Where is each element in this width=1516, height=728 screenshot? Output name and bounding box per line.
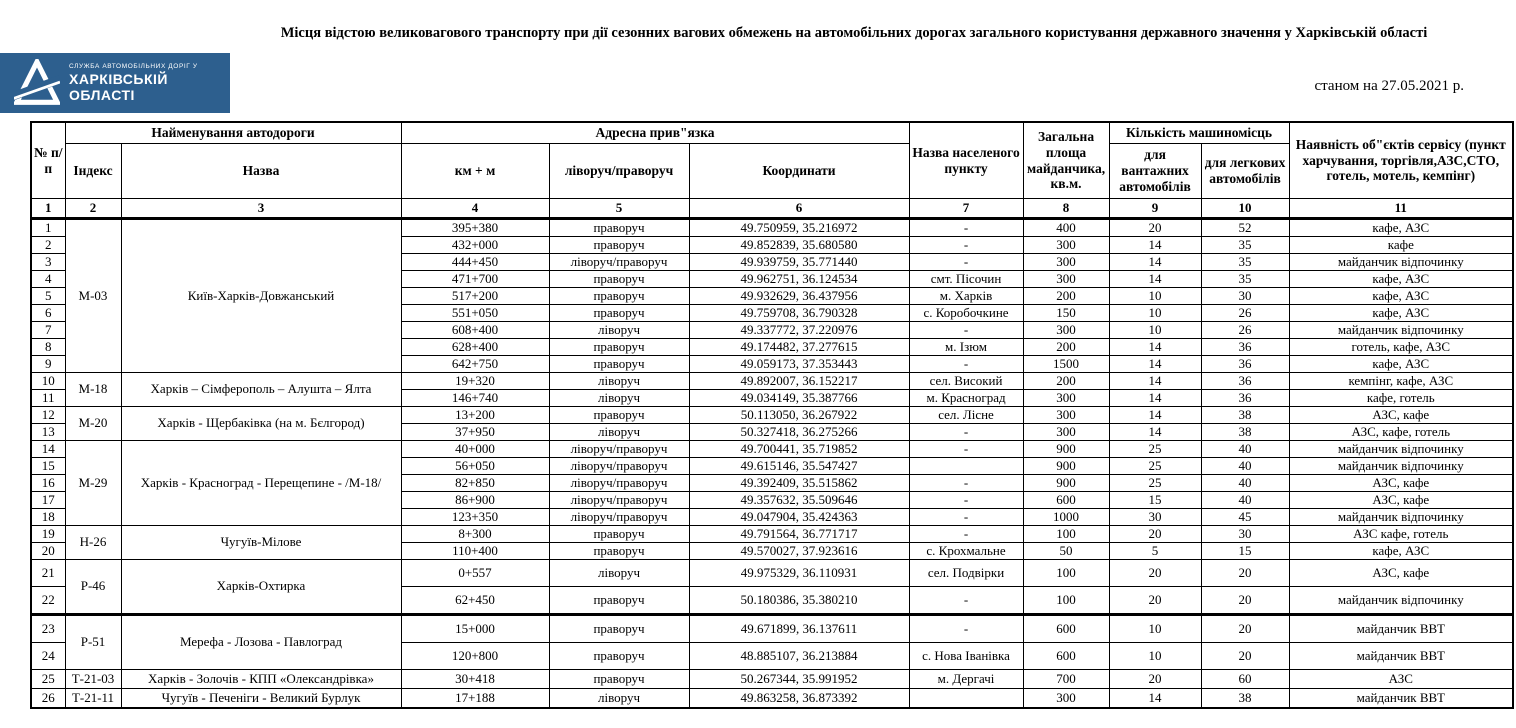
km-cell: 628+400 bbox=[401, 339, 549, 356]
column-number: 3 bbox=[121, 199, 401, 219]
km-cell: 13+200 bbox=[401, 407, 549, 424]
header-row-groups bbox=[31, 122, 1513, 144]
settlement-cell: с. Коробочкине bbox=[909, 305, 1023, 322]
km-cell: 62+450 bbox=[401, 587, 549, 615]
service-cell: майданчик відпочинку bbox=[1289, 458, 1513, 475]
side-cell: ліворуч/праворуч bbox=[549, 254, 689, 271]
coords-cell: 49.852839, 35.680580 bbox=[689, 237, 909, 254]
service-cell: кафе, АЗС bbox=[1289, 288, 1513, 305]
row-num-cell: 19 bbox=[31, 526, 65, 543]
km-cell: 19+320 bbox=[401, 373, 549, 390]
parking-table-container bbox=[30, 121, 1514, 709]
side-cell: ліворуч/праворуч bbox=[549, 441, 689, 458]
service-cell: АЗС, кафе bbox=[1289, 560, 1513, 587]
cars-cell: 45 bbox=[1201, 509, 1289, 526]
cars-cell: 26 bbox=[1201, 305, 1289, 322]
table-row bbox=[31, 670, 1513, 689]
settlement-cell: - bbox=[909, 254, 1023, 271]
row-num-cell: 9 bbox=[31, 356, 65, 373]
column-number: 7 bbox=[909, 199, 1023, 219]
settlement-cell: с. Нова Іванівка bbox=[909, 643, 1023, 670]
table-row bbox=[31, 689, 1513, 709]
service-cell: кемпінг, кафе, АЗС bbox=[1289, 373, 1513, 390]
col-header-road-group: Найменування автодороги bbox=[65, 122, 401, 144]
row-num-cell: 14 bbox=[31, 441, 65, 458]
settlement-cell: - bbox=[909, 615, 1023, 643]
area-cell: 100 bbox=[1023, 560, 1109, 587]
settlement-cell: - bbox=[909, 237, 1023, 254]
col-header-index: Індекс bbox=[65, 144, 121, 199]
col-header-area: Загальна площа майданчика, кв.м. bbox=[1023, 122, 1109, 199]
row-num-cell: 16 bbox=[31, 475, 65, 492]
row-num-cell: 12 bbox=[31, 407, 65, 424]
side-cell: ліворуч bbox=[549, 689, 689, 709]
table-row bbox=[31, 526, 1513, 543]
area-cell: 1500 bbox=[1023, 356, 1109, 373]
row-num-cell: 20 bbox=[31, 543, 65, 560]
road-index-cell: Т-21-03 bbox=[65, 670, 121, 689]
coords-cell: 50.267344, 35.991952 bbox=[689, 670, 909, 689]
trucks-cell: 14 bbox=[1109, 407, 1201, 424]
area-cell: 300 bbox=[1023, 390, 1109, 407]
col-header-settlement: Назва населеного пункту bbox=[909, 122, 1023, 199]
settlement-cell: м. Дергачі bbox=[909, 670, 1023, 689]
cars-cell: 38 bbox=[1201, 424, 1289, 441]
km-cell: 110+400 bbox=[401, 543, 549, 560]
coords-cell: 49.615146, 35.547427 bbox=[689, 458, 909, 475]
settlement-cell: м. Ізюм bbox=[909, 339, 1023, 356]
side-cell: ліворуч/праворуч bbox=[549, 475, 689, 492]
area-cell: 400 bbox=[1023, 219, 1109, 237]
settlement-cell: с. Крохмальне bbox=[909, 543, 1023, 560]
coords-cell: 49.392409, 35.515862 bbox=[689, 475, 909, 492]
area-cell: 900 bbox=[1023, 441, 1109, 458]
coords-cell: 49.892007, 36.152217 bbox=[689, 373, 909, 390]
road-index-cell: М-20 bbox=[65, 407, 121, 441]
road-index-cell: Н-26 bbox=[65, 526, 121, 560]
coords-cell: 49.962751, 36.124534 bbox=[689, 271, 909, 288]
area-cell: 700 bbox=[1023, 670, 1109, 689]
side-cell: праворуч bbox=[549, 219, 689, 237]
row-num-cell: 18 bbox=[31, 509, 65, 526]
col-header-km: км + м bbox=[401, 144, 549, 199]
coords-cell: 49.174482, 37.277615 bbox=[689, 339, 909, 356]
settlement-cell: - bbox=[909, 424, 1023, 441]
settlement-cell: - bbox=[909, 526, 1023, 543]
row-num-cell: 26 bbox=[31, 689, 65, 709]
km-cell: 40+000 bbox=[401, 441, 549, 458]
row-num-cell: 6 bbox=[31, 305, 65, 322]
road-name-cell: Мерефа - Лозова - Павлоград bbox=[121, 615, 401, 670]
trucks-cell: 5 bbox=[1109, 543, 1201, 560]
logo-region-line1: ХАРКІВСЬКІЙ bbox=[69, 71, 168, 88]
cars-cell: 36 bbox=[1201, 390, 1289, 407]
settlement-cell: - bbox=[909, 492, 1023, 509]
trucks-cell: 14 bbox=[1109, 689, 1201, 709]
service-cell: майданчик ВВТ bbox=[1289, 643, 1513, 670]
column-number: 1 bbox=[31, 199, 65, 219]
table-row bbox=[31, 219, 1513, 237]
as-of-date: станом на 27.05.2021 р. bbox=[1314, 78, 1464, 94]
service-cell: майданчик відпочинку bbox=[1289, 322, 1513, 339]
side-cell: праворуч bbox=[549, 356, 689, 373]
service-cell: АЗС кафе, готель bbox=[1289, 526, 1513, 543]
side-cell: праворуч bbox=[549, 305, 689, 322]
page-title: Місця відстою великовагового транспорту при дії сезонних вагових обмежень на автомобільних дорогах загального користування державного значення у Харківській області bbox=[280, 25, 1428, 41]
area-cell: 50 bbox=[1023, 543, 1109, 560]
cars-cell: 20 bbox=[1201, 560, 1289, 587]
area-cell: 900 bbox=[1023, 475, 1109, 492]
service-cell: майданчик відпочинку bbox=[1289, 441, 1513, 458]
side-cell: ліворуч/праворуч bbox=[549, 458, 689, 475]
side-cell: ліворуч bbox=[549, 560, 689, 587]
area-cell: 200 bbox=[1023, 288, 1109, 305]
column-numbers-row bbox=[31, 199, 1513, 219]
side-cell: праворуч bbox=[549, 615, 689, 643]
col-header-side: ліворуч/праворуч bbox=[549, 144, 689, 199]
area-cell: 300 bbox=[1023, 322, 1109, 339]
parking-places-table bbox=[30, 121, 1514, 709]
service-cell: майданчик відпочинку bbox=[1289, 587, 1513, 615]
km-cell: 8+300 bbox=[401, 526, 549, 543]
col-header-capacity-group: Кількість машиномісць bbox=[1109, 122, 1289, 144]
road-name-cell: Харків-Охтирка bbox=[121, 560, 401, 615]
cars-cell: 40 bbox=[1201, 475, 1289, 492]
area-cell: 100 bbox=[1023, 587, 1109, 615]
settlement-cell: сел. Високий bbox=[909, 373, 1023, 390]
trucks-cell: 25 bbox=[1109, 441, 1201, 458]
settlement-cell: сел. Подвірки bbox=[909, 560, 1023, 587]
area-cell: 300 bbox=[1023, 689, 1109, 709]
km-cell: 37+950 bbox=[401, 424, 549, 441]
settlement-cell bbox=[909, 689, 1023, 709]
column-number: 5 bbox=[549, 199, 689, 219]
trucks-cell: 14 bbox=[1109, 373, 1201, 390]
col-header-coords: Координати bbox=[689, 144, 909, 199]
coords-cell: 48.885107, 36.213884 bbox=[689, 643, 909, 670]
area-cell: 300 bbox=[1023, 237, 1109, 254]
road-name-cell: Чугуїв-Мілове bbox=[121, 526, 401, 560]
service-cell: майданчик відпочинку bbox=[1289, 254, 1513, 271]
road-service-logo-icon bbox=[14, 59, 60, 107]
service-cell: майданчик відпочинку bbox=[1289, 509, 1513, 526]
coords-cell: 49.975329, 36.110931 bbox=[689, 560, 909, 587]
km-cell: 642+750 bbox=[401, 356, 549, 373]
area-cell: 600 bbox=[1023, 492, 1109, 509]
coords-cell: 49.939759, 35.771440 bbox=[689, 254, 909, 271]
table-row bbox=[31, 560, 1513, 587]
column-number: 6 bbox=[689, 199, 909, 219]
settlement-cell: м. Красноград bbox=[909, 390, 1023, 407]
service-cell: АЗС bbox=[1289, 670, 1513, 689]
road-name-cell: Чугуїв - Печеніги - Великий Бурлук bbox=[121, 689, 401, 709]
km-cell: 82+850 bbox=[401, 475, 549, 492]
trucks-cell: 15 bbox=[1109, 492, 1201, 509]
column-number: 11 bbox=[1289, 199, 1513, 219]
service-cell: АЗС, кафе bbox=[1289, 475, 1513, 492]
logo-region-line2: ОБЛАСТІ bbox=[69, 86, 135, 103]
column-number: 2 bbox=[65, 199, 121, 219]
column-number: 8 bbox=[1023, 199, 1109, 219]
service-cell: кафе, АЗС bbox=[1289, 356, 1513, 373]
coords-cell: 50.113050, 36.267922 bbox=[689, 407, 909, 424]
table-row bbox=[31, 441, 1513, 458]
km-cell: 120+800 bbox=[401, 643, 549, 670]
trucks-cell: 25 bbox=[1109, 458, 1201, 475]
row-num-cell: 10 bbox=[31, 373, 65, 390]
row-num-cell: 11 bbox=[31, 390, 65, 407]
service-cell: готель, кафе, АЗС bbox=[1289, 339, 1513, 356]
side-cell: ліворуч bbox=[549, 322, 689, 339]
km-cell: 432+000 bbox=[401, 237, 549, 254]
settlement-cell: - bbox=[909, 441, 1023, 458]
col-header-cars: для легкових автомобілів bbox=[1201, 144, 1289, 199]
cars-cell: 52 bbox=[1201, 219, 1289, 237]
trucks-cell: 20 bbox=[1109, 219, 1201, 237]
side-cell: праворуч bbox=[549, 288, 689, 305]
cars-cell: 30 bbox=[1201, 288, 1289, 305]
settlement-cell: - bbox=[909, 356, 1023, 373]
area-cell: 200 bbox=[1023, 373, 1109, 390]
area-cell: 300 bbox=[1023, 271, 1109, 288]
km-cell: 86+900 bbox=[401, 492, 549, 509]
settlement-cell bbox=[909, 458, 1023, 475]
side-cell: праворуч bbox=[549, 543, 689, 560]
settlement-cell: - bbox=[909, 219, 1023, 237]
cars-cell: 36 bbox=[1201, 356, 1289, 373]
side-cell: праворуч bbox=[549, 587, 689, 615]
trucks-cell: 10 bbox=[1109, 643, 1201, 670]
row-num-cell: 13 bbox=[31, 424, 65, 441]
service-cell: АЗС, кафе bbox=[1289, 492, 1513, 509]
km-cell: 30+418 bbox=[401, 670, 549, 689]
coords-cell: 49.700441, 35.719852 bbox=[689, 441, 909, 458]
col-header-trucks: для вантажних автомобілів bbox=[1109, 144, 1201, 199]
area-cell: 300 bbox=[1023, 407, 1109, 424]
service-cell: кафе, АЗС bbox=[1289, 543, 1513, 560]
trucks-cell: 14 bbox=[1109, 424, 1201, 441]
organization-logo bbox=[0, 53, 230, 113]
road-name-cell: Київ-Харків-Довжанський bbox=[121, 219, 401, 373]
coords-cell: 49.759708, 36.790328 bbox=[689, 305, 909, 322]
table-row bbox=[31, 407, 1513, 424]
coords-cell: 49.570027, 37.923616 bbox=[689, 543, 909, 560]
area-cell: 300 bbox=[1023, 424, 1109, 441]
row-num-cell: 22 bbox=[31, 587, 65, 615]
trucks-cell: 25 bbox=[1109, 475, 1201, 492]
side-cell: праворуч bbox=[549, 643, 689, 670]
km-cell: 0+557 bbox=[401, 560, 549, 587]
road-name-cell: Харків - Красноград - Перещепине - /М-18/ bbox=[121, 441, 401, 526]
km-cell: 608+400 bbox=[401, 322, 549, 339]
cars-cell: 40 bbox=[1201, 441, 1289, 458]
area-cell: 600 bbox=[1023, 615, 1109, 643]
service-cell: кафе, АЗС bbox=[1289, 271, 1513, 288]
km-cell: 123+350 bbox=[401, 509, 549, 526]
col-header-service: Наявність об"єктів сервісу (пункт харчування, торгівля,АЗС,СТО, готель, мотель, кемпінг) bbox=[1289, 122, 1513, 199]
area-cell: 100 bbox=[1023, 526, 1109, 543]
settlement-cell: - bbox=[909, 475, 1023, 492]
side-cell: праворуч bbox=[549, 407, 689, 424]
km-cell: 444+450 bbox=[401, 254, 549, 271]
settlement-cell: - bbox=[909, 509, 1023, 526]
service-cell: АЗС, кафе bbox=[1289, 407, 1513, 424]
service-cell: кафе, готель bbox=[1289, 390, 1513, 407]
cars-cell: 36 bbox=[1201, 373, 1289, 390]
km-cell: 15+000 bbox=[401, 615, 549, 643]
logo-org-line: СЛУЖБА АВТОМОБІЛЬНИХ ДОРІГ У bbox=[69, 63, 198, 71]
row-num-cell: 25 bbox=[31, 670, 65, 689]
side-cell: ліворуч bbox=[549, 373, 689, 390]
settlement-cell: м. Харків bbox=[909, 288, 1023, 305]
area-cell: 200 bbox=[1023, 339, 1109, 356]
side-cell: праворуч bbox=[549, 339, 689, 356]
table-row bbox=[31, 373, 1513, 390]
cars-cell: 35 bbox=[1201, 254, 1289, 271]
side-cell: ліворуч/праворуч bbox=[549, 509, 689, 526]
trucks-cell: 10 bbox=[1109, 322, 1201, 339]
settlement-cell: сел. Лісне bbox=[909, 407, 1023, 424]
road-name-cell: Харків - Щербаківка (на м. Бєлгород) bbox=[121, 407, 401, 441]
service-cell: кафе, АЗС bbox=[1289, 305, 1513, 322]
trucks-cell: 14 bbox=[1109, 356, 1201, 373]
trucks-cell: 20 bbox=[1109, 670, 1201, 689]
trucks-cell: 30 bbox=[1109, 509, 1201, 526]
cars-cell: 20 bbox=[1201, 615, 1289, 643]
row-num-cell: 8 bbox=[31, 339, 65, 356]
coords-cell: 49.671899, 36.137611 bbox=[689, 615, 909, 643]
cars-cell: 35 bbox=[1201, 237, 1289, 254]
cars-cell: 36 bbox=[1201, 339, 1289, 356]
cars-cell: 60 bbox=[1201, 670, 1289, 689]
km-cell: 517+200 bbox=[401, 288, 549, 305]
km-cell: 56+050 bbox=[401, 458, 549, 475]
coords-cell: 49.034149, 35.387766 bbox=[689, 390, 909, 407]
row-num-cell: 7 bbox=[31, 322, 65, 339]
road-index-cell: М-29 bbox=[65, 441, 121, 526]
table-row bbox=[31, 615, 1513, 643]
cars-cell: 40 bbox=[1201, 458, 1289, 475]
settlement-cell: смт. Пісочин bbox=[909, 271, 1023, 288]
trucks-cell: 20 bbox=[1109, 526, 1201, 543]
row-num-cell: 24 bbox=[31, 643, 65, 670]
coords-cell: 50.180386, 35.380210 bbox=[689, 587, 909, 615]
side-cell: ліворуч bbox=[549, 424, 689, 441]
row-num-cell: 5 bbox=[31, 288, 65, 305]
area-cell: 900 bbox=[1023, 458, 1109, 475]
km-cell: 395+380 bbox=[401, 219, 549, 237]
row-num-cell: 2 bbox=[31, 237, 65, 254]
service-cell: кафе bbox=[1289, 237, 1513, 254]
cars-cell: 38 bbox=[1201, 689, 1289, 709]
area-cell: 600 bbox=[1023, 643, 1109, 670]
km-cell: 146+740 bbox=[401, 390, 549, 407]
cars-cell: 40 bbox=[1201, 492, 1289, 509]
trucks-cell: 10 bbox=[1109, 615, 1201, 643]
km-cell: 471+700 bbox=[401, 271, 549, 288]
service-cell: АЗС, кафе, готель bbox=[1289, 424, 1513, 441]
cars-cell: 35 bbox=[1201, 271, 1289, 288]
col-header-address-group: Адресна прив"язка bbox=[401, 122, 909, 144]
trucks-cell: 14 bbox=[1109, 254, 1201, 271]
cars-cell: 20 bbox=[1201, 587, 1289, 615]
road-name-cell: Харків – Сімферополь – Алушта – Ялта bbox=[121, 373, 401, 407]
road-index-cell: М-18 bbox=[65, 373, 121, 407]
coords-cell: 49.863258, 36.873392 bbox=[689, 689, 909, 709]
coords-cell: 49.059173, 37.353443 bbox=[689, 356, 909, 373]
coords-cell: 49.750959, 35.216972 bbox=[689, 219, 909, 237]
settlement-cell: - bbox=[909, 322, 1023, 339]
side-cell: ліворуч bbox=[549, 390, 689, 407]
trucks-cell: 14 bbox=[1109, 390, 1201, 407]
side-cell: ліворуч/праворуч bbox=[549, 492, 689, 509]
row-num-cell: 17 bbox=[31, 492, 65, 509]
service-cell: кафе, АЗС bbox=[1289, 219, 1513, 237]
side-cell: праворуч bbox=[549, 526, 689, 543]
trucks-cell: 20 bbox=[1109, 587, 1201, 615]
column-number: 10 bbox=[1201, 199, 1289, 219]
coords-cell: 49.047904, 35.424363 bbox=[689, 509, 909, 526]
area-cell: 300 bbox=[1023, 254, 1109, 271]
road-index-cell: Р-46 bbox=[65, 560, 121, 615]
area-cell: 1000 bbox=[1023, 509, 1109, 526]
coords-cell: 49.932629, 36.437956 bbox=[689, 288, 909, 305]
cars-cell: 20 bbox=[1201, 643, 1289, 670]
road-index-cell: Р-51 bbox=[65, 615, 121, 670]
coords-cell: 50.327418, 36.275266 bbox=[689, 424, 909, 441]
trucks-cell: 14 bbox=[1109, 339, 1201, 356]
coords-cell: 49.357632, 35.509646 bbox=[689, 492, 909, 509]
trucks-cell: 14 bbox=[1109, 271, 1201, 288]
side-cell: праворуч bbox=[549, 670, 689, 689]
coords-cell: 49.337772, 37.220976 bbox=[689, 322, 909, 339]
road-index-cell: Т-21-11 bbox=[65, 689, 121, 709]
cars-cell: 15 bbox=[1201, 543, 1289, 560]
col-header-name: Назва bbox=[121, 144, 401, 199]
coords-cell: 49.791564, 36.771717 bbox=[689, 526, 909, 543]
row-num-cell: 3 bbox=[31, 254, 65, 271]
row-num-cell: 21 bbox=[31, 560, 65, 587]
row-num-cell: 15 bbox=[31, 458, 65, 475]
road-name-cell: Харків - Золочів - КПП «Олександрівка» bbox=[121, 670, 401, 689]
row-num-cell: 23 bbox=[31, 615, 65, 643]
side-cell: праворуч bbox=[549, 271, 689, 288]
trucks-cell: 10 bbox=[1109, 288, 1201, 305]
row-num-cell: 4 bbox=[31, 271, 65, 288]
settlement-cell: - bbox=[909, 587, 1023, 615]
trucks-cell: 10 bbox=[1109, 305, 1201, 322]
cars-cell: 26 bbox=[1201, 322, 1289, 339]
km-cell: 17+188 bbox=[401, 689, 549, 709]
col-header-num: № п/п bbox=[31, 122, 65, 199]
trucks-cell: 20 bbox=[1109, 560, 1201, 587]
service-cell: майданчик ВВТ bbox=[1289, 689, 1513, 709]
trucks-cell: 14 bbox=[1109, 237, 1201, 254]
road-index-cell: М-03 bbox=[65, 219, 121, 373]
km-cell: 551+050 bbox=[401, 305, 549, 322]
column-number: 9 bbox=[1109, 199, 1201, 219]
area-cell: 150 bbox=[1023, 305, 1109, 322]
cars-cell: 38 bbox=[1201, 407, 1289, 424]
column-number: 4 bbox=[401, 199, 549, 219]
row-num-cell: 1 bbox=[31, 219, 65, 237]
service-cell: майданчик ВВТ bbox=[1289, 615, 1513, 643]
cars-cell: 30 bbox=[1201, 526, 1289, 543]
side-cell: праворуч bbox=[549, 237, 689, 254]
